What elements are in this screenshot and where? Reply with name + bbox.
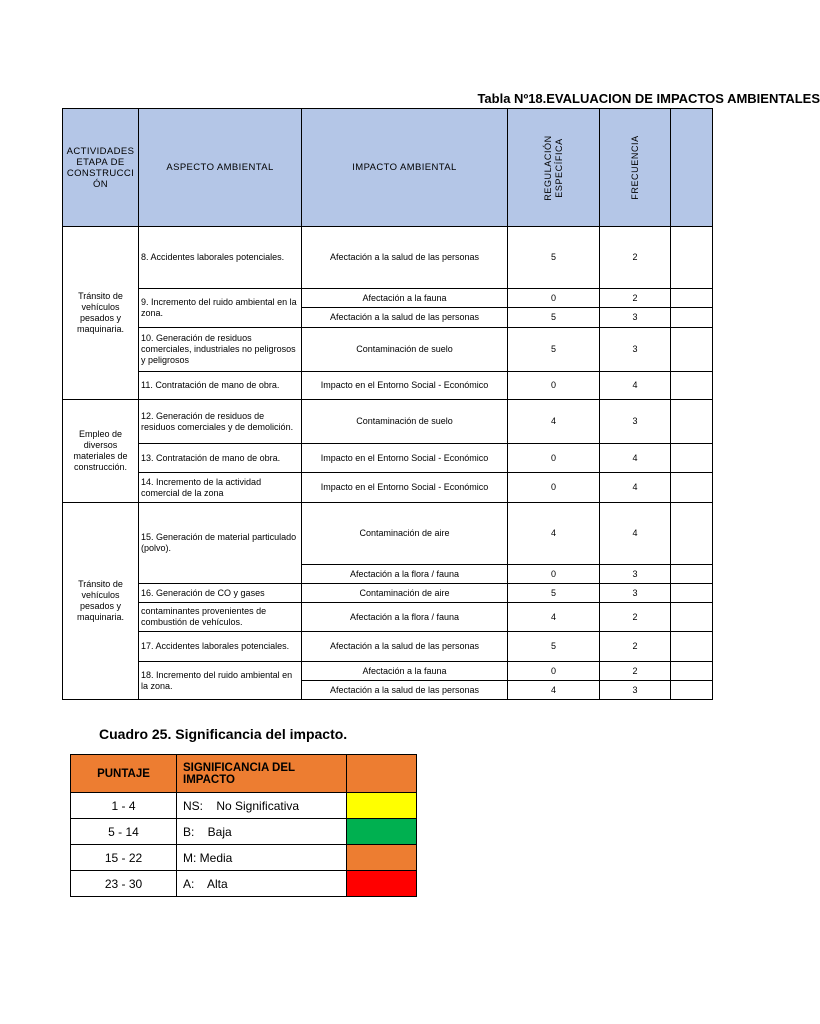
- regulacion-cell: 4: [508, 681, 600, 700]
- aspecto-cell: 9. Incremento del ruido ambiental en la zona.: [139, 289, 302, 328]
- impacto-cell: Afectación a la fauna: [302, 662, 508, 681]
- significance-table: [70, 754, 417, 897]
- table-row: [63, 372, 713, 400]
- impacto-cell: Afectación a la salud de las personas: [302, 681, 508, 700]
- frecuencia-cell: 3: [600, 308, 671, 328]
- regulacion-cell: 0: [508, 372, 600, 400]
- significancia-cell: B: Baja: [177, 819, 347, 845]
- aspecto-cell: 18. Incremento del ruido ambiental en la zona.: [139, 662, 302, 700]
- impacto-cell: Impacto en el Entorno Social - Económico: [302, 473, 508, 503]
- frecuencia-cell: 3: [600, 328, 671, 372]
- next-column-cell: [671, 565, 713, 584]
- significance-row: [71, 819, 417, 845]
- header-frecuencia-label: FRECUENCIA: [629, 135, 640, 200]
- next-column-cell: [671, 227, 713, 289]
- regulacion-cell: 0: [508, 565, 600, 584]
- next-column-cell: [671, 308, 713, 328]
- regulacion-cell: 5: [508, 584, 600, 603]
- significancia-cell: M: Media: [177, 845, 347, 871]
- impacto-cell: Impacto en el Entorno Social - Económico: [302, 444, 508, 473]
- regulacion-cell: 5: [508, 328, 600, 372]
- impacto-cell: Contaminación de suelo: [302, 328, 508, 372]
- next-column-cell: [671, 473, 713, 503]
- next-column-cell: [671, 444, 713, 473]
- regulacion-cell: 5: [508, 308, 600, 328]
- aspecto-cell: 11. Contratación de mano de obra.: [139, 372, 302, 400]
- regulacion-cell: 5: [508, 227, 600, 289]
- next-column-cell: [671, 584, 713, 603]
- frecuencia-cell: 2: [600, 227, 671, 289]
- puntaje-cell: 5 - 14: [71, 819, 177, 845]
- aspecto-cell: 12. Generación de residuos de residuos comerciales y de demolición.: [139, 400, 302, 444]
- impacto-cell: Impacto en el Entorno Social - Económico: [302, 372, 508, 400]
- aspecto-cell: 10. Generación de residuos comerciales, industriales no peligrosos y peligrosos: [139, 328, 302, 372]
- next-column-cell: [671, 328, 713, 372]
- puntaje-cell: 1 - 4: [71, 793, 177, 819]
- significance-row: [71, 845, 417, 871]
- header-significancia: SIGNIFICANCIA DEL IMPACTO: [177, 755, 347, 793]
- color-swatch: [347, 845, 417, 871]
- header-regulacion-line2: ESPECÍFICA: [553, 137, 564, 198]
- frecuencia-cell: 4: [600, 444, 671, 473]
- header-row: [63, 109, 713, 227]
- regulacion-cell: 0: [508, 444, 600, 473]
- frecuencia-cell: 4: [600, 473, 671, 503]
- next-column-cell: [671, 372, 713, 400]
- impacto-cell: Contaminación de aire: [302, 584, 508, 603]
- regulacion-cell: 4: [508, 400, 600, 444]
- impacto-cell: Afectación a la salud de las personas: [302, 308, 508, 328]
- header-regulacion-line1: REGULACIÓN: [542, 134, 553, 201]
- table-row: [63, 503, 713, 565]
- significance-row: [71, 871, 417, 897]
- table-row: [63, 444, 713, 473]
- aspecto-cell: 8. Accidentes laborales potenciales.: [139, 227, 302, 289]
- header-color: [347, 755, 417, 793]
- color-swatch: [347, 871, 417, 897]
- next-column-cell: [671, 603, 713, 632]
- frecuencia-cell: 3: [600, 681, 671, 700]
- regulacion-cell: 0: [508, 662, 600, 681]
- aspecto-cell: contaminantes provenientes de combustión de vehículos.: [139, 603, 302, 632]
- impacto-cell: Afectación a la flora / fauna: [302, 603, 508, 632]
- header-actividades: ACTIVIDADES ETAPA DE CONSTRUCCI ÓN: [63, 109, 139, 227]
- actividad-cell: Empleo de diversos materiales de construcción.: [63, 400, 139, 503]
- next-column-cell: [671, 632, 713, 662]
- cuadro-title: Cuadro 25. Significancia del impacto.: [99, 726, 348, 742]
- aspecto-cell: 13. Contratación de mano de obra.: [139, 444, 302, 473]
- significancia-cell: NS: No Significativa: [177, 793, 347, 819]
- frecuencia-cell: 2: [600, 662, 671, 681]
- next-column-cell: [671, 289, 713, 308]
- frecuencia-cell: 3: [600, 565, 671, 584]
- frecuencia-cell: 2: [600, 632, 671, 662]
- impacto-cell: Contaminación de aire: [302, 503, 508, 565]
- impacto-cell: Afectación a la salud de las personas: [302, 632, 508, 662]
- header-aspecto: ASPECTO AMBIENTAL: [139, 109, 302, 227]
- puntaje-cell: 15 - 22: [71, 845, 177, 871]
- aspecto-cell: 15. Generación de material particulado (polvo).: [139, 503, 302, 584]
- table-row: [63, 400, 713, 444]
- aspecto-cell: 16. Generación de CO y gases: [139, 584, 302, 603]
- impact-table-wrapper: [62, 108, 670, 700]
- impacto-cell: Afectación a la fauna: [302, 289, 508, 308]
- color-swatch: [347, 819, 417, 845]
- regulacion-cell: 4: [508, 503, 600, 565]
- impacto-cell: Afectación a la flora / fauna: [302, 565, 508, 584]
- table-row: [63, 328, 713, 372]
- frecuencia-cell: 2: [600, 603, 671, 632]
- impacto-cell: Afectación a la salud de las personas: [302, 227, 508, 289]
- next-column-cell: [671, 503, 713, 565]
- actividad-cell: Tránsito de vehículos pesados y maquinaria.: [63, 227, 139, 400]
- frecuencia-cell: 4: [600, 503, 671, 565]
- table-row: [63, 603, 713, 632]
- significance-row: [71, 793, 417, 819]
- header-frecuencia: [600, 109, 671, 227]
- table-row: [63, 584, 713, 603]
- significancia-cell: A: Alta: [177, 871, 347, 897]
- table-row: [63, 473, 713, 503]
- next-column-cell: [671, 400, 713, 444]
- impacto-cell: Contaminación de suelo: [302, 400, 508, 444]
- next-column-cell: [671, 681, 713, 700]
- regulacion-cell: 4: [508, 603, 600, 632]
- frecuencia-cell: 4: [600, 372, 671, 400]
- frecuencia-cell: 3: [600, 400, 671, 444]
- regulacion-cell: 0: [508, 473, 600, 503]
- aspecto-cell: 17. Accidentes laborales potenciales.: [139, 632, 302, 662]
- table-title: Tabla Nº18.EVALUACION DE IMPACTOS AMBIENTALES: [477, 91, 820, 106]
- aspecto-cell: 14. Incremento de la actividad comercial de la zona: [139, 473, 302, 503]
- significance-header-row: [71, 755, 417, 793]
- header-impacto: IMPACTO AMBIENTAL: [302, 109, 508, 227]
- table-row: [63, 632, 713, 662]
- next-column-cell: [671, 662, 713, 681]
- header-regulacion: [508, 109, 600, 227]
- frecuencia-cell: 3: [600, 584, 671, 603]
- table-row: [63, 227, 713, 289]
- puntaje-cell: 23 - 30: [71, 871, 177, 897]
- regulacion-cell: 0: [508, 289, 600, 308]
- frecuencia-cell: 2: [600, 289, 671, 308]
- actividad-cell: Tránsito de vehículos pesados y maquinaria.: [63, 503, 139, 700]
- impact-evaluation-table: [62, 108, 713, 700]
- regulacion-cell: 5: [508, 632, 600, 662]
- color-swatch: [347, 793, 417, 819]
- table-row: [63, 289, 713, 308]
- header-next-column: [671, 109, 713, 227]
- header-puntaje: PUNTAJE: [71, 755, 177, 793]
- table-row: [63, 662, 713, 681]
